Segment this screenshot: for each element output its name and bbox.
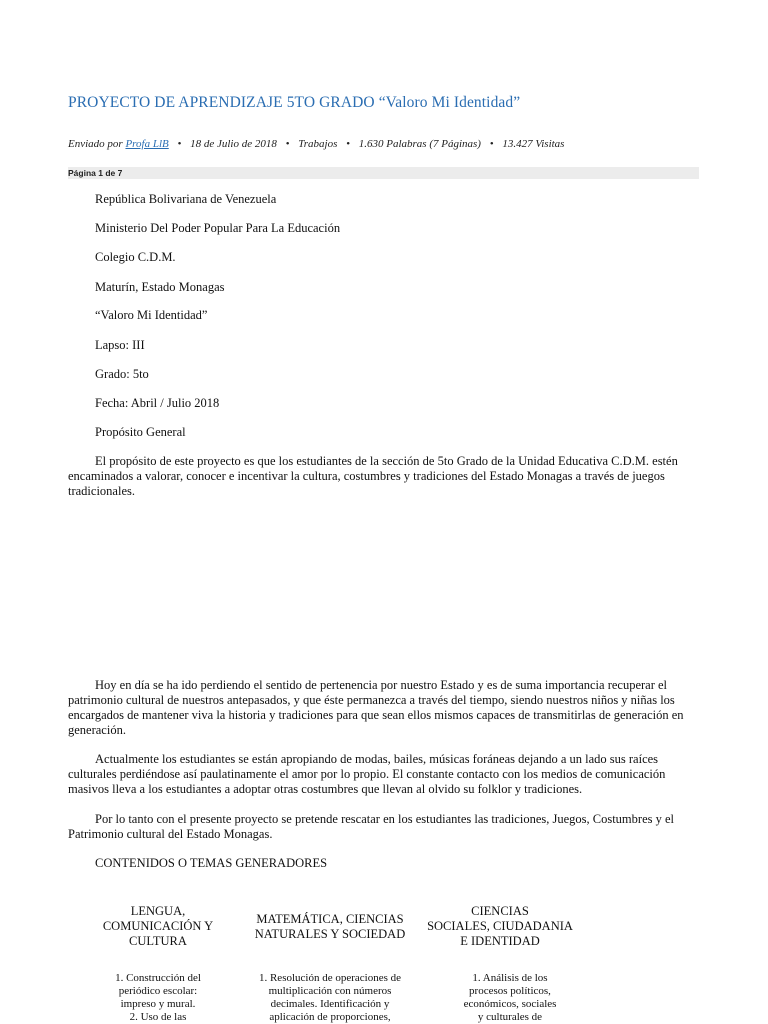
meta-separator: • [489,138,494,150]
column-items-ciencias-sociales: 1. Análisis de los procesos políticos, económicos, sociales y culturales de [463,972,557,1023]
paragraph: Por lo tanto con el presente proyecto se pretende rescatar en los estudiantes las tradiciones, Juegos, Costumbres y el Patrimonio cultural del Estado Monagas. [68,812,674,841]
meta-views: 13.427 Visitas [502,138,565,150]
column-items-matematica: 1. Resolución de operaciones de multiplicación con números decimales. Identificación y aplicación de proporciones, [258,972,402,1023]
header-line: Propósito General [95,425,186,439]
header-line: Colegio C.D.M. [95,250,176,264]
header-line: Lapso: III [95,338,145,352]
sent-by-label: Enviado por [68,138,123,150]
meta-separator: • [346,138,350,150]
document-meta [68,138,564,150]
meta-category: Trabajos [298,138,338,150]
contents-heading: CONTENIDOS O TEMAS GENERADORES [95,856,328,870]
column-heading-ciencias-sociales: CIENCIAS SOCIALES, CIUDADANIA E IDENTIDAD [427,904,573,948]
header-line: Fecha: Abril / Julio 2018 [95,396,220,410]
document-title: PROYECTO DE APRENDIZAJE 5TO GRADO “Valoro Mi Identidad” [68,94,521,111]
column-heading-lengua: LENGUA, COMUNICACIÓN Y CULTURA [102,904,214,948]
meta-separator: • [285,138,290,150]
header-line: “Valoro Mi Identidad” [95,308,208,322]
page-indicator: Página 1 de 7 [68,167,699,179]
paragraph: El propósito de este proyecto es que los estudiantes de la sección de 5to Grado de la Unidad Educativa C.D.M. estén encaminados a valorar, conocer e incentivar la cultura, costumbres y tradiciones del Estado Monagas a través de juegos tradicionales. [68,454,678,498]
meta-word-count: 1.630 Palabras (7 Páginas) [358,138,481,150]
header-line: Ministerio Del Poder Popular Para La Educación [95,221,341,235]
meta-date: 18 de Julio de 2018 [190,138,277,150]
header-line: Maturín, Estado Monagas [95,280,225,294]
column-items-lengua: 1. Construcción del periódico escolar: impreso y mural. 2. Uso de las [115,972,201,1023]
header-line: Grado: 5to [95,367,149,381]
paragraph: Hoy en día se ha ido perdiendo el sentido de pertenencia por nuestro Estado y es de suma importancia recuperar el patrimonio cultural de nuestros antepasados, y que éste permanezca a través del tiempo, siendo nuestros niños y niñas los encargados de mantener viva la historia y tradiciones para que sean ellos mismos capaces de transmitirlas de generación en generación. [68,678,684,737]
paragraph: Actualmente los estudiantes se están apropiando de modas, bailes, músicas foráneas dejando a un lado sus raíces culturales perdiéndose así paulatinamente el amor por lo propio. El constante contacto con los medios de comunicación masivos lleva a los estudiantes a adoptar otras costumbres que llevan al olvido su folklor y tradiciones. [68,752,666,796]
meta-separator: • [177,138,182,150]
author-link[interactable]: Profa LlB [125,138,169,150]
column-heading-matematica: MATEMÁTICA, CIENCIAS NATURALES Y SOCIEDAD [254,912,406,941]
header-line: República Bolivariana de Venezuela [95,192,277,206]
